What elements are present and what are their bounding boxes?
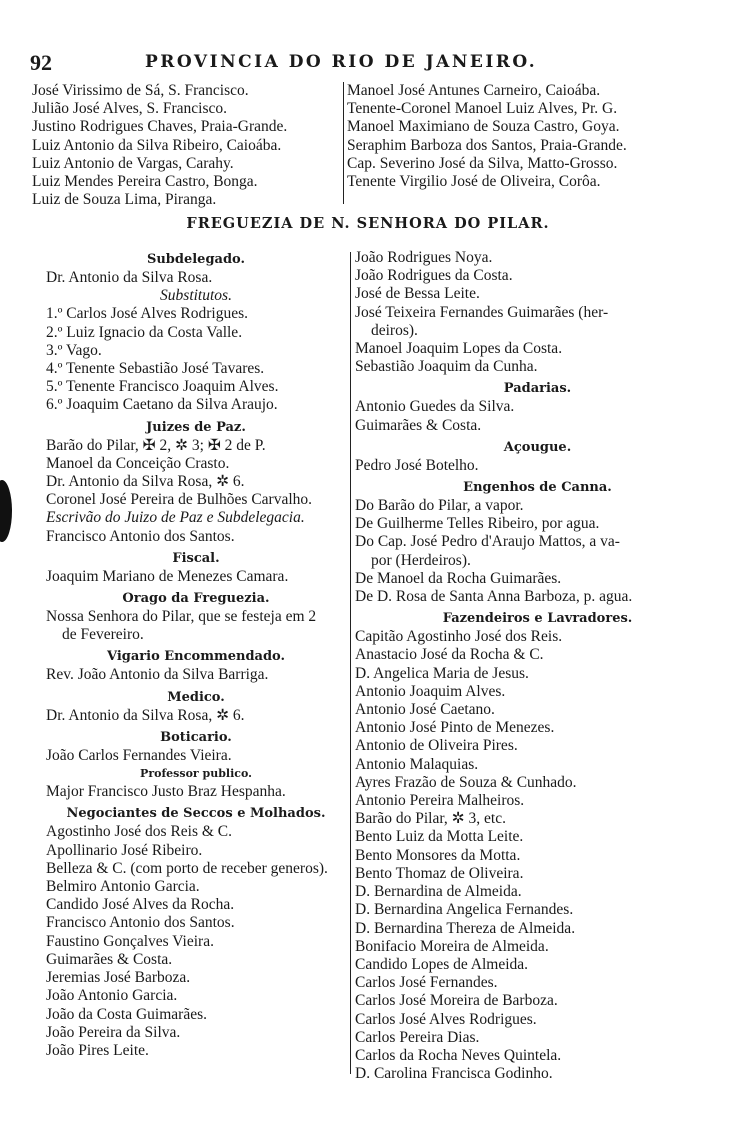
entry-line: João da Costa Guimarães. bbox=[46, 1005, 207, 1023]
entry-line: 3.º Vago. bbox=[46, 341, 102, 359]
entry-line: Candido Lopes de Almeida. bbox=[355, 955, 529, 973]
section-heading: Fiscal. bbox=[172, 550, 220, 566]
entry-line: Luiz Antonio da Silva Ribeiro, Caioába. bbox=[32, 136, 282, 154]
section-heading: Boticario. bbox=[160, 729, 232, 745]
section-heading: Orago da Freguezia. bbox=[122, 591, 270, 607]
entry-line: Dr. Antonio da Silva Rosa. bbox=[46, 269, 213, 286]
entry-line: Candido José Alves da Rocha. bbox=[46, 896, 235, 914]
entry-line: Manoel Maximiano de Souza Castro, Goya. bbox=[347, 118, 620, 136]
page-title: PROVINCIA DO RIO DE JANEIRO. bbox=[145, 52, 538, 72]
entry-line: João Pereira da Silva. bbox=[46, 1023, 181, 1041]
top-right-column bbox=[347, 82, 717, 191]
entry-line: Tenente Virgilio José de Oliveira, Corôa. bbox=[347, 173, 601, 191]
entry-line: Carlos José Alves Rodrigues. bbox=[355, 1010, 537, 1028]
entry-line: Tenente-Coronel Manoel Luiz Alves, Pr. G. bbox=[347, 100, 618, 118]
entry-line: Julião José Alves, S. Francisco. bbox=[32, 100, 228, 118]
entry-line: Carlos da Rocha Neves Quintela. bbox=[355, 1046, 562, 1064]
entry-line: De Manoel da Rocha Guimarães. bbox=[355, 569, 562, 587]
ink-blot bbox=[0, 480, 12, 542]
entry-line: João Antonio Garcia. bbox=[46, 987, 178, 1005]
entry-line: D. Bernardina de Almeida. bbox=[355, 883, 522, 901]
entry-line: Antonio de Oliveira Pires. bbox=[355, 737, 518, 755]
entry-line: Manoel José Antunes Carneiro, Caioába. bbox=[347, 82, 601, 99]
entry-line: Carlos Pereira Dias. bbox=[355, 1028, 480, 1046]
section-heading: Vigario Encommendado. bbox=[106, 649, 286, 665]
entry-line: José Virissimo de Sá, S. Francisco. bbox=[32, 82, 249, 99]
entry-line: de Fevereiro. bbox=[62, 626, 144, 644]
section-heading: Subdelegado. bbox=[146, 252, 246, 267]
entry-line: João Rodrigues da Costa. bbox=[355, 267, 513, 285]
entry-line: Anastacio José da Rocha & C. bbox=[355, 646, 544, 664]
entry-line: José de Bessa Leite. bbox=[355, 285, 480, 303]
entry-line: Faustino Gonçalves Vieira. bbox=[46, 932, 214, 950]
entry-line: João Pires Leite. bbox=[46, 1041, 149, 1059]
section-heading: Medico. bbox=[167, 689, 225, 705]
entry-line: Antonio Guedes da Silva. bbox=[355, 398, 515, 416]
entry-line: Guimarães & Costa. bbox=[355, 416, 482, 434]
entry-line: Luiz de Souza Lima, Piranga. bbox=[32, 191, 217, 209]
column-divider bbox=[350, 252, 351, 1074]
entry-line: 5.º Tenente Francisco Joaquim Alves. bbox=[46, 378, 279, 396]
section-heading: Açougue. bbox=[503, 439, 572, 455]
entry-line: Joaquim Mariano de Menezes Camara. bbox=[46, 567, 289, 585]
entry-line: Antonio Malaquias. bbox=[355, 755, 479, 773]
entry-line: 6.º Joaquim Caetano da Silva Araujo. bbox=[46, 396, 278, 414]
entry-line: Justino Rodrigues Chaves, Praia-Grande. bbox=[32, 118, 288, 136]
entry-line: Ayres Frazão de Souza & Cunhado. bbox=[355, 773, 577, 791]
entry-line: Do Cap. José Pedro d'Araujo Mattos, a va- bbox=[355, 533, 620, 551]
entry-line: Francisco Antonio dos Santos. bbox=[46, 527, 235, 545]
left-column bbox=[46, 247, 346, 1060]
entry-line: Antonio Pereira Malheiros. bbox=[355, 792, 525, 810]
entry-line: Antonio José Caetano. bbox=[355, 701, 495, 719]
entry-line: Antonio Joaquim Alves. bbox=[355, 682, 506, 700]
entry-line: Manoel da Conceição Crasto. bbox=[46, 454, 230, 472]
entry-line: De D. Rosa de Santa Anna Barboza, p. agua. bbox=[355, 588, 633, 606]
page-number: 92 bbox=[30, 50, 52, 75]
entry-line: Barão do Pilar, ✲ 3, etc. bbox=[355, 810, 506, 828]
entry-line: deiros). bbox=[371, 321, 418, 339]
entry-line: João Rodrigues Noya. bbox=[355, 249, 493, 266]
entry-line: João Carlos Fernandes Vieira. bbox=[46, 746, 232, 764]
entry-line: Dr. Antonio da Silva Rosa, ✲ 6. bbox=[46, 706, 245, 724]
section-heading: Professor publico. bbox=[140, 767, 252, 781]
entry-line: Cap. Severino José da Silva, Matto-Grosso. bbox=[347, 154, 618, 172]
entry-line: Nossa Senhora do Pilar, que se festeja em 2 bbox=[46, 608, 317, 626]
entry-line: Capitão Agostinho José dos Reis. bbox=[355, 628, 563, 646]
entry-line: Bento Monsores da Motta. bbox=[355, 846, 521, 864]
entry-line: Pedro José Botelho. bbox=[355, 456, 479, 474]
section-heading: Engenhos de Canna. bbox=[463, 480, 612, 496]
entry-line: por (Herdeiros). bbox=[371, 551, 471, 569]
entry-line: Jeremias José Barboza. bbox=[46, 969, 191, 987]
entry-line: 2.º Luiz Ignacio da Costa Valle. bbox=[46, 323, 243, 341]
entry-line: Seraphim Barboza dos Santos, Praia-Grande. bbox=[347, 136, 627, 154]
entry-line: Manoel Joaquim Lopes da Costa. bbox=[355, 340, 563, 358]
section-heading: Juizes de Paz. bbox=[146, 419, 246, 435]
section-heading: Negociantes de Seccos e Molhados. bbox=[66, 806, 326, 822]
entry-line: Luiz Antonio de Vargas, Carahy. bbox=[32, 154, 234, 172]
entry-line: Bento Thomaz de Oliveira. bbox=[355, 864, 524, 882]
entry-line: D. Angelica Maria de Jesus. bbox=[355, 664, 529, 682]
entry-line: Belleza & C. (com porto de receber generos). bbox=[46, 859, 328, 877]
entry-line: Do Barão do Pilar, a vapor. bbox=[355, 497, 524, 515]
section-heading: Fazendeiros e Lavradores. bbox=[442, 611, 633, 627]
entry-line: De Guilherme Telles Ribeiro, por agua. bbox=[355, 515, 600, 533]
entry-line: José Teixeira Fernandes Guimarães (her- bbox=[355, 303, 609, 321]
entry-line: D. Bernardina Thereza de Almeida. bbox=[355, 919, 576, 937]
entry-line: Antonio José Pinto de Menezes. bbox=[355, 719, 555, 737]
entry-line: Barão do Pilar, ✠ 2, ✲ 3; ✠ 2 de P. bbox=[46, 436, 266, 454]
entry-line: Carlos José Fernandes. bbox=[355, 974, 498, 992]
entry-line: 1.º Carlos José Alves Rodrigues. bbox=[46, 305, 248, 323]
section-title: FREGUEZIA DE N. SENHORA DO PILAR. bbox=[186, 215, 550, 232]
entry-line: Carlos José Moreira de Barboza. bbox=[355, 992, 558, 1010]
entry-line: Coronel José Pereira de Bulhões Carvalho. bbox=[46, 491, 313, 509]
entry-line: 4.º Tenente Sebastião José Tavares. bbox=[46, 360, 265, 378]
entry-line: Major Francisco Justo Braz Hespanha. bbox=[46, 783, 286, 801]
entry-line: Agostinho José dos Reis & C. bbox=[46, 823, 233, 841]
entry-line: Substitutos. bbox=[160, 287, 232, 305]
section-heading: Padarias. bbox=[503, 381, 572, 397]
entry-line: Bento Luiz da Motta Leite. bbox=[355, 828, 524, 846]
entry-line: D. Bernardina Angelica Fernandes. bbox=[355, 901, 574, 919]
entry-line: Francisco Antonio dos Santos. bbox=[46, 914, 235, 932]
column-divider bbox=[343, 82, 344, 204]
page-header bbox=[30, 50, 710, 74]
entry-line: Apollinario José Ribeiro. bbox=[46, 841, 203, 859]
entry-line: Belmiro Antonio Garcia. bbox=[46, 878, 200, 896]
entry-line: Rev. João Antonio da Silva Barriga. bbox=[46, 666, 269, 684]
entry-line: Dr. Antonio da Silva Rosa, ✲ 6. bbox=[46, 473, 245, 491]
entry-line: Luiz Mendes Pereira Castro, Bonga. bbox=[32, 173, 258, 191]
entry-line: Escrivão do Juizo de Paz e Subdelegacia. bbox=[46, 509, 305, 527]
top-left-column bbox=[32, 82, 337, 209]
entry-line: Guimarães & Costa. bbox=[46, 950, 173, 968]
right-column bbox=[355, 249, 720, 1083]
entry-line: D. Carolina Francisca Godinho. bbox=[355, 1065, 553, 1083]
entry-line: Sebastião Joaquim da Cunha. bbox=[355, 358, 538, 376]
entry-line: Bonifacio Moreira de Almeida. bbox=[355, 937, 549, 955]
